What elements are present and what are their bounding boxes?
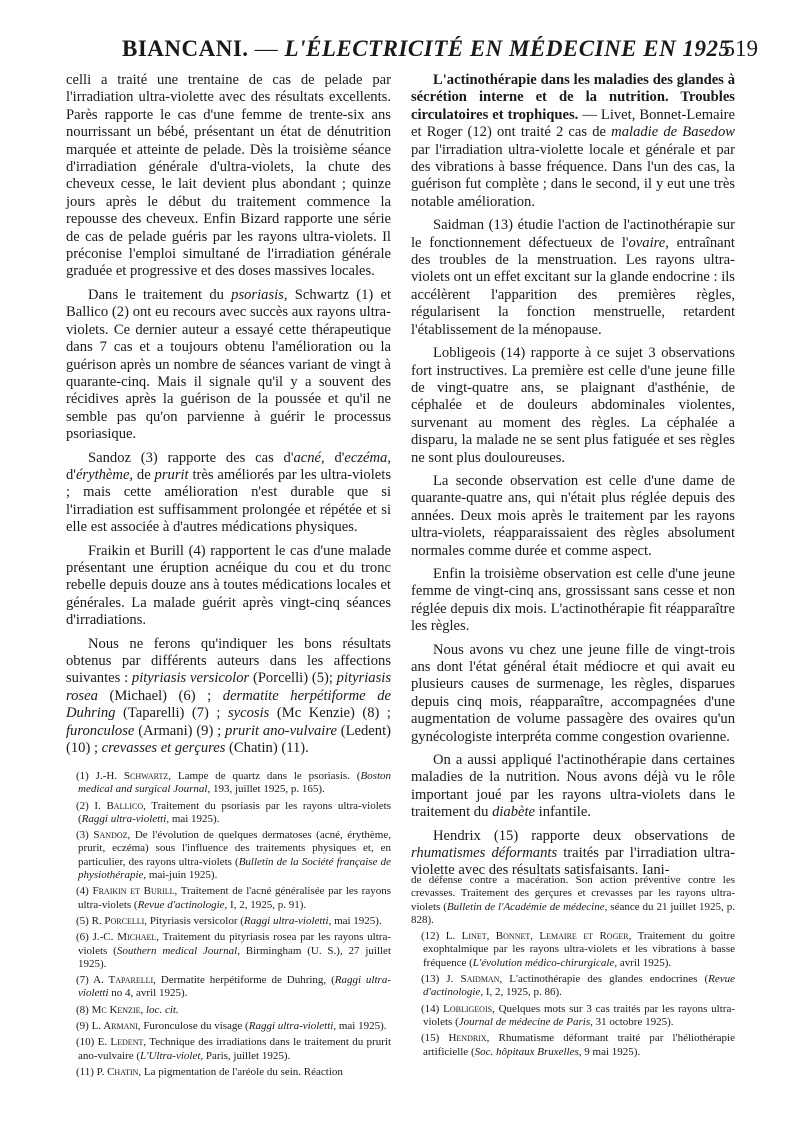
paragraph: Sandoz (3) rapporte des cas d'acné, d'eczéma, d'érythème, de prurit très améliorés par les ultra-violets ; mais cette amélioration n'est durable que si l'irradiation est suffisamment prolongée et répétée et si elle est associée à d'autres médications physiques. [66,449,391,536]
footnote: (4) Fraikin et Burill, Traitement de l'acné généralisée par les rayons ultra-violets (Revue d'actinologie, I, 2, 1925, p. 91). [76,885,392,911]
footnote: (6) J.-C. Michael, Traitement du pityriasis rosea par les rayons ultra-violets (Southern medical Journal, Birmingham (U. S.), 27 juillet 1925). [76,931,392,970]
footnote: (7) A. Taparelli, Dermatite herpétiforme de Duhring, (Raggi ultra-violetti no 4, avril 1925). [76,974,391,1000]
footnote: (11) P. Chatin, La pigmentation de l'aréole du sein. Réaction [76,1065,343,1078]
paragraph: Nous ne ferons qu'indiquer les bons résultats obtenus par différents auteurs dans les affections suivantes : pityriasis versicolor (Porcelli) (5); pityriasis rosea (Michael) (6) ; dermatite herpétiforme de Duhring (Taparelli) (7) ; sycosis (Mc Kenzie) (8) ; furonculose (Armani) (9) ; prurit ano-vulvaire (Ledent) (10) ; crevasses et gerçures (Chatin) (11). [66,635,392,757]
footnote: (15) Hendrix, Rhumatisme déformant traité par l'héliothérapie artificielle (Soc. hôpitaux Bruxelles, 9 mai 1925). [421,1032,735,1058]
paragraph: Dans le traitement du psoriasis, Schwartz (1) et Ballico (2) ont eu recours avec succès aux rayons ultra-violets. Ce dernier auteur a essayé cette thérapeutique dans 7 cas et a toujours obtenu l'amélioration ou la guérison après un nombre de séances variant de vingt à quarante-cinq. Mais il signale qu'il y a souvent des récidives après la guérison de la poussée et qu'il ne semble pas qu'on parvienne à guérir le processus psoriasique. [66,286,391,443]
footnote: (5) R. Porcelli, Pityriasis versicolor (Raggi ultra-violetti, mai 1925). [76,914,382,927]
section-heading: L'actinothérapie dans les maladies des glandes à sécrétion interne et de la nutrition. Troubles circulatoires et trophiques. [411,72,735,123]
running-title [122,36,730,62]
footnote: (10) E. Ledent, Technique des irradiations dans le traitement du prurit ano-vulvaire (L'Ultra-violet, Paris, juillet 1925). [76,1036,391,1062]
footnotes-right [411,874,735,1062]
article-title: L'ÉLECTRICITÉ EN MÉDECINE EN 1925 [284,36,731,61]
footnote: (12) L. Linet, Bonnet, Lemaire et Roger, Traitement du goitre exophtalmique par les rayons ultra-violets et les vibrations à basse fréquence (L'évolution médico-chirurgicale, avril 1925). [421,930,735,969]
footnote: (13) J. Saidman, L'actinothérapie des glandes endocrines (Revue d'actinologie, I, 2, 1925, p. 86). [421,973,735,999]
paragraph: Enfin la troisième observation est celle d'une jeune femme de vingt-cinq ans, grossissant sans cesse et non réglée depuis dix mois. L'actinothérapie fit réapparaître les règles. [411,565,735,635]
footnote-continuation: de défense contre a macération. Son action préventive contre les crevasses. Traitement des gerçures et crevasses par les rayons ultra-violets (Bulletin de l'Académie de médecine, séance du 21 juillet 1925, p. 828). [411,874,735,926]
left-column [66,72,391,763]
paragraph: Saidman (13) étudie l'action de l'actinothérapie sur le fonctionnement défectueux de l'ovaire, entraînant des troubles de la menstruation. Les rayons ultra-violets ont un effet excitant sur la glande endocrine : ils accélèrent l'apparition des premières règles, régularisent la fonction menstruelle, retardent l'établissement de la ménopause. [411,217,735,338]
running-header [82,36,760,70]
footnote: (2) I. Ballico, Traitement du psoriasis par les rayons ultra-violets (Raggi ultra-violetti, mai 1925). [76,799,391,825]
footnotes-left [66,770,391,1082]
paragraph: Nous avons vu chez une jeune fille de vingt-trois ans dont l'état général était médiocre et qui avait eu plusieurs causes de surmenage, les règles, disparues depuis cinq mois, réapparaître, accompagnées d'une augmentation de volume passagère des ovaires qu'un gynécologiste interpréta comme congestion ovarienne. [411,641,735,745]
footnote: (8) Mc Kenzie, loc. cit. [76,1003,179,1016]
footnote: (1) J.-H. Schwartz, Lampe de quartz dans le psoriasis. (Boston medical and surgical Journal, 193, juillet 1925, p. 165). [76,770,392,796]
paragraph: La seconde observation est celle d'une dame de quarante-quatre ans, qui n'était plus réglée depuis des années. Deux mois après le traitement par les rayons ultra-violets, réapparaissaient des règles absolument normales comme durée et comme aspect. [411,472,735,559]
right-column [411,72,735,886]
paragraph: Fraikin et Burill (4) rapportent le cas d'une malade présentant une éruption acnéique du cou et du tronc rebelle depuis douze ans à toutes médications locales et générales. La malade guérit après vingt-cinq séances d'irradiations. [66,542,391,629]
footnote: (14) Lobligeois, Quelques mots sur 3 cas traités par les rayons ultra-violets (Journal de médecine de Paris, 31 octobre 1925). [421,1002,735,1028]
footnote: (3) Sandoz, De l'évolution de quelques dermatoses (acné, érythème, prurit, eczéma) sous l'influence des traitements physiques et, en particulier, des rayons ultra-violets (Bulletin de la Société française de physiothérapie, mai-juin 1925). [76,829,391,882]
paragraph: On a aussi appliqué l'actinothérapie dans certaines maladies de la nutrition. Nous avons déjà vu le rôle important joué par les rayons ultra-violets dans le traitement du diabète infantile. [411,752,735,821]
page-number: 519 [723,36,758,61]
title-dash: — [248,36,285,61]
footnote: (9) L. Armani, Furonculose du visage (Raggi ultra-violetti, mai 1925). [76,1020,387,1033]
author-name: BIANCANI. [122,36,249,61]
paragraph: celli a traité une trentaine de cas de pelade par l'irradiation ultra-violette avec des résultats excellents. Parès rapporte le cas d'une femme de trente-six ans nourrissant un bébé, présentant un état de dénutrition marquée et atteinte de pelade. Dès la troisième séance d'irradiation générale d'ultra-violets, la chute des cheveux cesse, le lait devient plus abondant ; quinze jours après le début du traitement commence la repousse des cheveux. Enfin Bizard rapporte une série de cas de pelade guéris par les rayons ultra-violets. Il préconise l'emploi simultané de l'irradiation générale graduée et progressive et des doses massives locales. [66,72,391,280]
paragraph: Hendrix (15) rapporte deux observations de rhumatismes déformants traités par l'irradiation ultra-violette avec des résultats satisfaisants. Iani- [411,827,735,879]
paragraph: L'actinothérapie dans les maladies des glandes à sécrétion interne et de la nutrition. Troubles circulatoires et trophiques. — Livet, Bonnet-Lemaire et Roger (12) ont traité 2 cas de maladie de Basedow par l'irradiation ultra-violette locale et générale et par des vibrations à basse fréquence. Dans l'un des cas, la guérison fut complète ; dans le second, il y eut une très notable amélioration. [411,72,735,210]
paragraph: Lobligeois (14) rapporte à ce sujet 3 observations fort instructives. La première est celle d'une jeune fille de vingt-quatre ans, se plaignant d'asthénie, de céphalée et de douleurs abdominales violentes, survenant au moment des règles. La céphalée a disparu, la malade ne se sent plus fatiguée et ses règles ne sont plus douloureuses. [411,345,735,466]
